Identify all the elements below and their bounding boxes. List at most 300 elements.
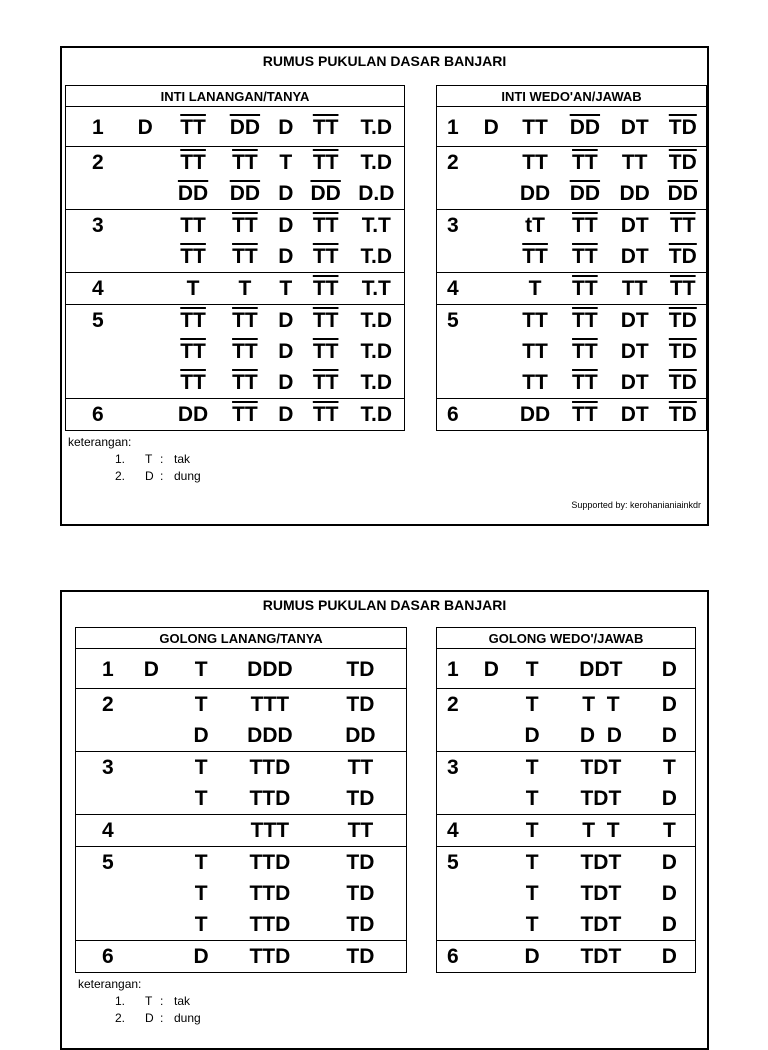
beat-cell: $\overline{DD}$ — [177, 182, 209, 205]
row-number — [437, 878, 477, 909]
beat-cell: $\overline{DD}$ — [667, 182, 698, 205]
beat-cell: $\overline{TT}$ — [560, 305, 610, 337]
legend-key: D — [145, 1011, 154, 1025]
table-header: INTI WEDO'AN/JAWAB — [437, 86, 707, 107]
beat-cell: $\overline{TT}$ — [522, 245, 548, 268]
beat-cell — [476, 878, 506, 909]
beat-cell: D — [661, 913, 677, 936]
legend-colon: : — [160, 994, 164, 1008]
beat-cell — [125, 273, 165, 305]
beat-cell: D — [524, 724, 540, 747]
beat-cell: DDD — [247, 724, 293, 747]
beat-cell: DT — [620, 116, 649, 139]
beat-cell: T.D — [349, 399, 405, 431]
beat-cell: T — [221, 273, 269, 305]
beat-cell — [125, 720, 177, 752]
beat-cell: T T — [558, 815, 644, 847]
beat-cell: TT — [610, 147, 660, 179]
legend-value: dung — [174, 469, 201, 483]
beat-cell — [125, 878, 177, 909]
beat-cell: T.D — [349, 147, 405, 179]
beat-cell: $\overline{TT}$ — [180, 371, 206, 394]
beat-cell: T — [525, 787, 539, 810]
beat-cell: D — [644, 941, 696, 973]
beat-cell — [476, 909, 506, 941]
row-number: 4 — [76, 815, 126, 847]
beat-cell: TT — [610, 273, 660, 305]
beat-cell: DT — [620, 245, 649, 268]
row-number: 5 — [437, 847, 477, 879]
beat-cell: D — [278, 371, 294, 394]
beat-cell: T — [177, 752, 225, 784]
beat-cell: T.D — [360, 245, 393, 268]
beat-cell: $\overline{TT}$ — [312, 340, 339, 363]
beat-cell: TD — [346, 787, 375, 810]
row-number — [437, 720, 477, 752]
beat-cell — [125, 367, 165, 399]
row-number: 1 — [447, 658, 459, 681]
beat-cell: $\overline{TT}$ — [312, 371, 339, 394]
table-row — [76, 783, 407, 815]
beat-cell: T — [525, 658, 539, 681]
beat-cell: T.T — [349, 273, 405, 305]
beat-cell — [476, 752, 506, 784]
table-row — [66, 241, 405, 273]
beat-cell — [472, 367, 510, 399]
beat-cell: $\overline{TD}$ — [668, 245, 697, 268]
table-row — [437, 783, 696, 815]
beat-cell: TDT — [558, 752, 644, 784]
beat-cell: $\overline{TT}$ — [221, 399, 269, 431]
beat-cell: D — [137, 116, 153, 139]
beat-cell — [125, 147, 165, 179]
row-number — [66, 178, 126, 210]
beat-cell — [125, 336, 165, 367]
row-number: 4 — [437, 815, 477, 847]
card-golong — [60, 590, 709, 1050]
beat-cell: $\overline{TT}$ — [572, 371, 598, 394]
beat-cell — [125, 815, 177, 847]
beat-cell: $\overline{TT}$ — [560, 210, 610, 242]
table-row — [437, 367, 707, 399]
table-row — [66, 399, 405, 431]
legend-value: tak — [174, 994, 191, 1008]
beat-cell: TTD — [249, 882, 291, 905]
beat-cell: TD — [315, 941, 407, 973]
row-number — [437, 783, 477, 815]
beat-cell: TDT — [580, 882, 622, 905]
beat-cell — [125, 305, 165, 337]
beat-cell: $\overline{DD}$ — [569, 182, 601, 205]
beat-cell: T — [525, 882, 539, 905]
beat-cell: T — [506, 847, 558, 879]
table-row — [437, 107, 707, 147]
beat-cell: T — [177, 847, 225, 879]
table-row — [437, 336, 707, 367]
beat-cell: $\overline{TT}$ — [180, 116, 206, 139]
table-row — [76, 720, 407, 752]
beat-cell: $\overline{TT}$ — [232, 245, 258, 268]
beat-cell — [476, 815, 506, 847]
beat-cell: TTT — [225, 689, 315, 721]
beat-cell: TT — [315, 752, 407, 784]
table-row — [66, 305, 405, 337]
beat-cell: $\overline{TT}$ — [572, 245, 598, 268]
beat-cell: $\overline{TT}$ — [312, 116, 339, 139]
table-row — [76, 649, 407, 689]
row-number — [66, 336, 126, 367]
beat-cell: $\overline{TT}$ — [660, 273, 707, 305]
legend — [68, 434, 201, 485]
beat-cell — [472, 273, 510, 305]
beat-cell: DD — [619, 182, 650, 205]
beat-cell: $\overline{TT}$ — [303, 210, 349, 242]
beat-cell: $\overline{TT}$ — [165, 147, 221, 179]
row-number: 2 — [437, 689, 477, 721]
table-row — [437, 941, 696, 973]
legend-colon: : — [160, 1011, 164, 1025]
beat-cell: TTT — [225, 815, 315, 847]
beat-cell: $\overline{TT}$ — [303, 399, 349, 431]
beat-cell — [125, 689, 177, 721]
beat-cell: DT — [610, 305, 660, 337]
beat-cell: TT — [315, 815, 407, 847]
beat-cell: T.D — [349, 305, 405, 337]
row-number: 4 — [66, 273, 126, 305]
beat-cell: TTD — [249, 787, 291, 810]
table-row — [76, 752, 407, 784]
beat-cell: DD — [510, 399, 560, 431]
beat-cell: $\overline{TD}$ — [668, 371, 697, 394]
beat-cell: D — [661, 787, 677, 810]
beat-cell: $\overline{TT}$ — [232, 371, 258, 394]
beat-cell: D.D — [358, 182, 395, 205]
beat-cell — [472, 241, 510, 273]
beat-cell: DDD — [247, 658, 293, 681]
beat-cell: TTD — [249, 913, 291, 936]
beat-cell: $\overline{TD}$ — [668, 340, 697, 363]
beat-cell: TT — [510, 147, 560, 179]
legend-number: 2. — [115, 1011, 126, 1025]
row-number — [437, 336, 473, 367]
table-header: GOLONG WEDO'/JAWAB — [437, 628, 696, 649]
beat-cell — [476, 689, 506, 721]
legend-item — [68, 451, 201, 468]
beat-cell: T — [269, 273, 303, 305]
row-number: 6 — [66, 399, 126, 431]
beat-cell: D — [483, 658, 499, 681]
beat-cell: DT — [610, 210, 660, 242]
beat-cell: D — [278, 340, 294, 363]
beat-cell: $\overline{TT}$ — [232, 340, 258, 363]
table-row — [437, 909, 696, 941]
beat-cell — [125, 178, 165, 210]
beat-cell — [125, 399, 165, 431]
beat-cell — [125, 941, 177, 973]
beat-cell: T — [194, 658, 208, 681]
beat-cell: $\overline{TT}$ — [303, 147, 349, 179]
beat-cell: TT — [522, 116, 548, 139]
beat-cell: $\overline{TT}$ — [572, 340, 598, 363]
beat-cell — [472, 210, 510, 242]
table-row — [437, 815, 696, 847]
card-title: RUMUS PUKULAN DASAR BANJARI — [262, 597, 507, 613]
beat-cell: T.D — [360, 116, 393, 139]
beat-cell: DDT — [579, 658, 623, 681]
beat-cell: $\overline{TT}$ — [180, 340, 206, 363]
legend-item — [78, 993, 201, 1010]
beat-cell: T.T — [349, 210, 405, 242]
beat-cell: T — [506, 815, 558, 847]
row-number — [76, 878, 126, 909]
beat-cell: TD — [315, 689, 407, 721]
beat-cell — [476, 847, 506, 879]
legend-key: D — [145, 469, 154, 483]
beat-cell — [472, 178, 510, 210]
beat-cell — [125, 241, 165, 273]
table-row — [437, 720, 696, 752]
table-row — [437, 241, 707, 273]
beat-cell: T — [506, 689, 558, 721]
beat-cell: TT — [165, 210, 221, 242]
beat-cell: D — [483, 116, 499, 139]
table-row — [437, 649, 696, 689]
table-row — [437, 273, 707, 305]
beat-cell: tT — [510, 210, 560, 242]
row-number: 3 — [66, 210, 126, 242]
beat-cell: T — [165, 273, 221, 305]
table-row — [66, 336, 405, 367]
beat-cell: $\overline{TT}$ — [560, 147, 610, 179]
beat-cell: TD — [346, 882, 375, 905]
beat-cell: D — [193, 724, 209, 747]
beat-cell: T — [644, 815, 696, 847]
table-row — [76, 878, 407, 909]
row-number: 1 — [102, 658, 114, 681]
beat-cell: DT — [610, 399, 660, 431]
table-row — [66, 178, 405, 210]
beat-cell: $\overline{TD}$ — [660, 399, 707, 431]
table-row — [437, 147, 707, 179]
beat-cell: TD — [315, 847, 407, 879]
table-row — [66, 107, 405, 147]
row-number — [66, 367, 126, 399]
beat-cell: TTD — [225, 941, 315, 973]
row-number: 4 — [437, 273, 473, 305]
beat-cell: TDT — [580, 787, 622, 810]
row-number: 1 — [447, 116, 459, 139]
beat-cell — [125, 847, 177, 879]
row-number — [437, 178, 473, 210]
table-row — [76, 815, 407, 847]
beat-cell: D — [661, 882, 677, 905]
table-row — [437, 847, 696, 879]
row-number: 5 — [437, 305, 473, 337]
table-row — [437, 752, 696, 784]
beat-cell: TDT — [558, 847, 644, 879]
beat-cell — [177, 815, 225, 847]
table-row — [76, 689, 407, 721]
beat-cell: $\overline{TT}$ — [221, 305, 269, 337]
card-inti — [60, 46, 709, 526]
table-row — [437, 178, 707, 210]
table-row — [76, 909, 407, 941]
legend-value: dung — [174, 1011, 201, 1025]
beat-cell: TTD — [225, 847, 315, 879]
beat-cell — [476, 720, 506, 752]
row-number: 6 — [437, 941, 477, 973]
beat-cell: $\overline{TT}$ — [165, 305, 221, 337]
beat-cell: DT — [620, 371, 649, 394]
beat-cell: D — [269, 305, 303, 337]
table-inti-lanangan — [65, 85, 405, 431]
row-number: 2 — [66, 147, 126, 179]
row-number — [437, 241, 473, 273]
table-row — [66, 367, 405, 399]
table-header: GOLONG LANANG/TANYA — [76, 628, 407, 649]
row-number: 3 — [76, 752, 126, 784]
row-number — [76, 783, 126, 815]
beat-cell: $\overline{TD}$ — [668, 116, 697, 139]
table-row — [66, 273, 405, 305]
beat-cell: DD — [165, 399, 221, 431]
legend — [78, 976, 201, 1027]
row-number — [66, 241, 126, 273]
legend-colon: : — [160, 452, 164, 466]
table-row — [76, 941, 407, 973]
legend-value: tak — [174, 452, 191, 466]
beat-cell: TDT — [558, 941, 644, 973]
beat-cell: TT — [522, 340, 548, 363]
beat-cell: $\overline{TT}$ — [560, 273, 610, 305]
beat-cell: $\overline{TD}$ — [660, 147, 707, 179]
beat-cell: TTD — [225, 752, 315, 784]
beat-cell: $\overline{TT}$ — [660, 210, 707, 242]
table-row — [437, 305, 707, 337]
beat-cell: $\overline{TD}$ — [660, 305, 707, 337]
table-inti-wedoan — [436, 85, 707, 431]
beat-cell: DD — [345, 724, 376, 747]
row-number: 3 — [437, 752, 477, 784]
beat-cell: T — [269, 147, 303, 179]
beat-cell: D — [278, 182, 294, 205]
row-number: 1 — [92, 116, 104, 139]
table-golong-lanang — [75, 627, 407, 973]
row-number: 3 — [437, 210, 473, 242]
beat-cell — [125, 752, 177, 784]
beat-cell: D — [644, 689, 696, 721]
beat-cell: D — [661, 658, 677, 681]
row-number — [437, 367, 473, 399]
beat-cell: D — [661, 724, 677, 747]
table-row — [66, 147, 405, 179]
beat-cell: T — [177, 689, 225, 721]
row-number: 2 — [76, 689, 126, 721]
row-number — [76, 720, 126, 752]
row-number: 6 — [437, 399, 473, 431]
legend-number: 1. — [115, 452, 126, 466]
beat-cell: T — [194, 787, 208, 810]
beat-cell: $\overline{TT}$ — [303, 273, 349, 305]
legend-title: keterangan: — [68, 435, 132, 449]
beat-cell: D — [278, 116, 294, 139]
table-row — [437, 399, 707, 431]
beat-cell — [472, 305, 510, 337]
beat-cell: D — [269, 210, 303, 242]
supported-by-credit: Supported by: kerohanianiainkdr — [571, 500, 701, 510]
beat-cell: TT — [522, 371, 548, 394]
beat-cell: $\overline{DD}$ — [569, 116, 601, 139]
beat-cell: $\overline{TT}$ — [180, 245, 206, 268]
beat-cell: D — [506, 941, 558, 973]
legend-number: 2. — [115, 469, 126, 483]
legend-item — [68, 468, 201, 485]
beat-cell: TT — [510, 305, 560, 337]
beat-cell — [472, 336, 510, 367]
card-title: RUMUS PUKULAN DASAR BANJARI — [262, 53, 507, 69]
beat-cell — [476, 783, 506, 815]
row-number — [437, 909, 477, 941]
table-header: INTI LANANGAN/TANYA — [66, 86, 405, 107]
row-number — [76, 909, 126, 941]
beat-cell: TD — [346, 658, 375, 681]
beat-cell: D D — [579, 724, 622, 747]
beat-cell: TD — [346, 913, 375, 936]
beat-cell: DT — [620, 340, 649, 363]
beat-cell — [125, 783, 177, 815]
legend-number: 1. — [115, 994, 126, 1008]
legend-title: keterangan: — [78, 977, 142, 991]
beat-cell: $\overline{TT}$ — [221, 147, 269, 179]
legend-key: T — [145, 452, 153, 466]
legend-item — [78, 1010, 201, 1027]
beat-cell: $\overline{TT}$ — [303, 305, 349, 337]
beat-cell — [476, 941, 506, 973]
beat-cell: $\overline{TT}$ — [560, 399, 610, 431]
row-number: 5 — [76, 847, 126, 879]
table-row — [437, 210, 707, 242]
beat-cell — [125, 909, 177, 941]
beat-cell: T — [510, 273, 560, 305]
beat-cell — [472, 147, 510, 179]
table-golong-wedo — [436, 627, 696, 973]
beat-cell: $\overline{TT}$ — [312, 245, 339, 268]
beat-cell: $\overline{DD}$ — [229, 182, 261, 205]
beat-cell: D — [177, 941, 225, 973]
beat-cell: D — [143, 658, 159, 681]
row-number: 5 — [66, 305, 126, 337]
beat-cell: D — [644, 847, 696, 879]
beat-cell: $\overline{DD}$ — [229, 116, 261, 139]
table-row — [437, 689, 696, 721]
legend-key: T — [145, 994, 153, 1008]
row-number: 6 — [76, 941, 126, 973]
beat-cell: T — [506, 752, 558, 784]
beat-cell: T.D — [360, 371, 393, 394]
beat-cell: T T — [558, 689, 644, 721]
beat-cell: T — [194, 913, 208, 936]
beat-cell: D — [269, 399, 303, 431]
beat-cell — [472, 399, 510, 431]
row-number: 2 — [437, 147, 473, 179]
beat-cell: TDT — [580, 913, 622, 936]
table-row — [66, 210, 405, 242]
beat-cell: T — [194, 882, 208, 905]
beat-cell — [125, 210, 165, 242]
beat-cell: DD — [519, 182, 551, 205]
beat-cell: T — [525, 913, 539, 936]
table-row — [437, 878, 696, 909]
